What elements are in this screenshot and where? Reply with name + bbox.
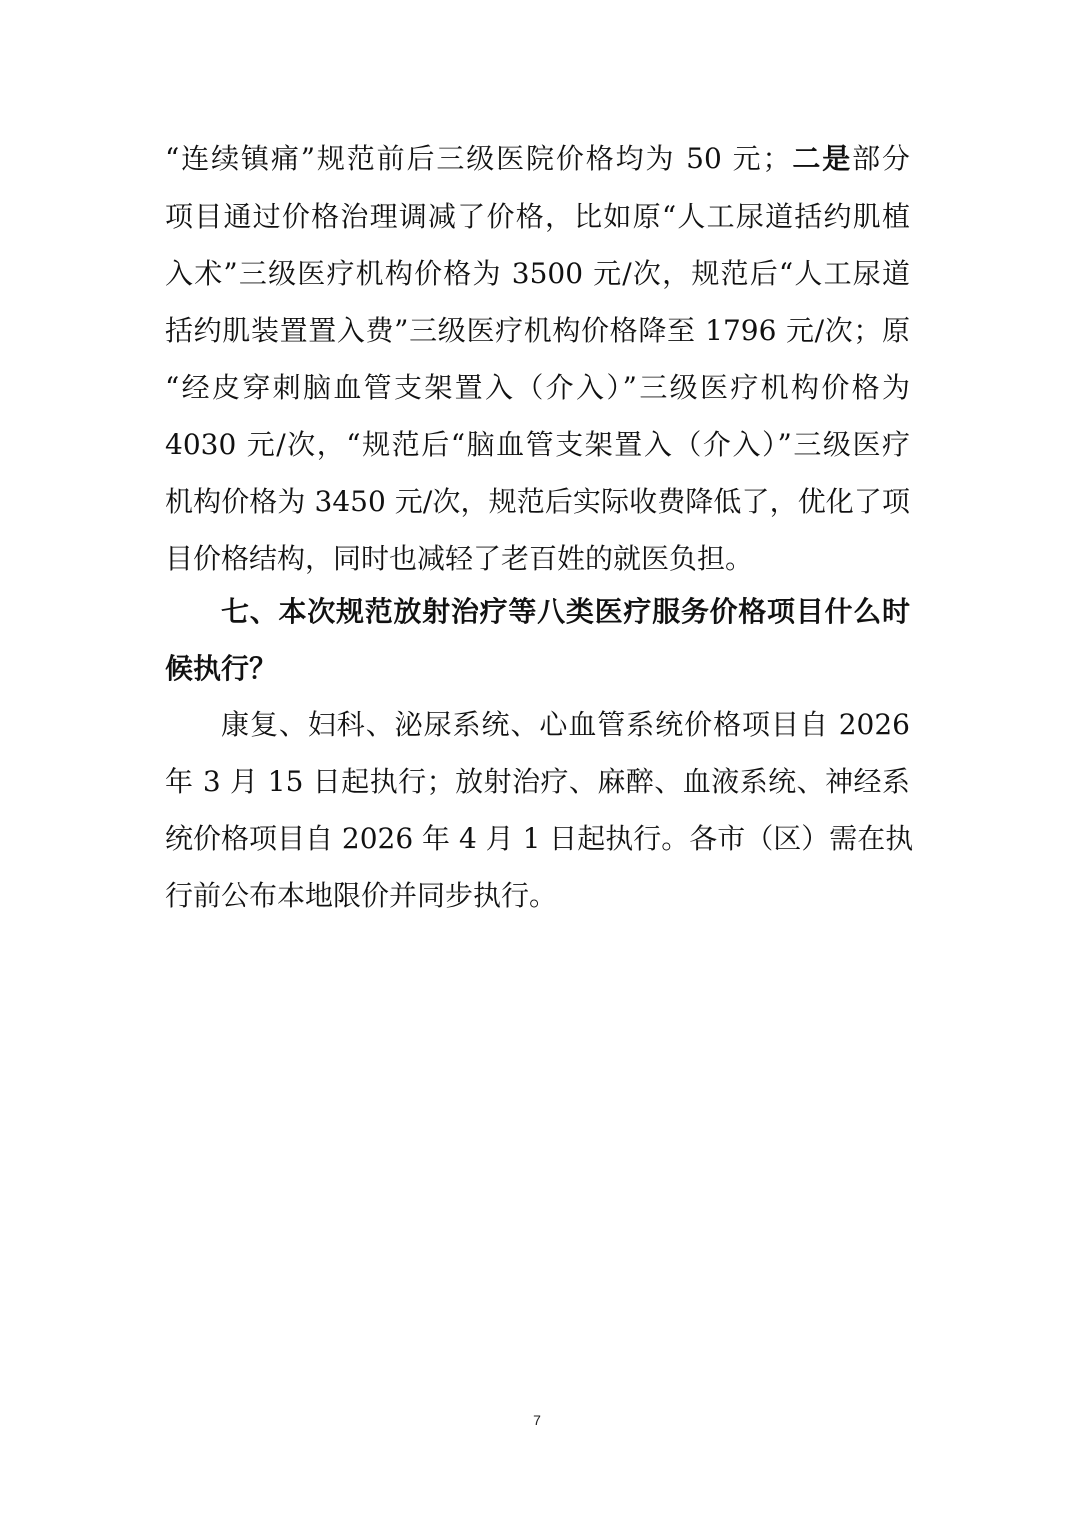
heading-line: 七、本次规范放射治疗等八类医疗服务价格项目什么时 [221, 595, 910, 628]
text-span: “连续镇痛”规范前后三级医院价格均为 50 元； [165, 142, 791, 175]
page-number: 7 [533, 1412, 541, 1428]
paragraph-line: 康复、妇科、泌尿系统、心血管系统价格项目自 2026 [221, 708, 910, 741]
bold-text-span: 二是 [790, 142, 853, 175]
text-span: 部分 [852, 142, 910, 175]
paragraph-line: 目价格结构，同时也减轻了老百姓的就医负担。 [165, 542, 754, 575]
paragraph-line: 项目通过价格治理调减了价格，比如原“人工尿道括约肌植 [165, 200, 910, 233]
paragraph-line: 行前公布本地限价并同步执行。 [165, 879, 558, 912]
paragraph-line: 括约肌装置置入费”三级医疗机构价格降至 1796 元/次；原 [165, 314, 910, 347]
paragraph-line: 入术”三级医疗机构价格为 3500 元/次，规范后“人工尿道 [165, 257, 910, 290]
paragraph-line: 4030 元/次，“规范后“脑血管支架置入（介入）”三级医疗 [165, 428, 910, 461]
paragraph-line: 机构价格为 3450 元/次，规范后实际收费降低了，优化了项 [165, 485, 910, 518]
heading-line: 候执行？ [165, 652, 278, 685]
paragraph-line: “经皮穿刺脑血管支架置入（介入）”三级医疗机构价格为 [165, 371, 910, 404]
paragraph-line [165, 141, 910, 177]
paragraph-line: 年 3 月 15 日起执行；放射治疗、麻醉、血液系统、神经系 [165, 765, 910, 798]
paragraph-line: 统价格项目自 2026 年 4 月 1 日起执行。各市（区）需在执 [165, 822, 914, 855]
